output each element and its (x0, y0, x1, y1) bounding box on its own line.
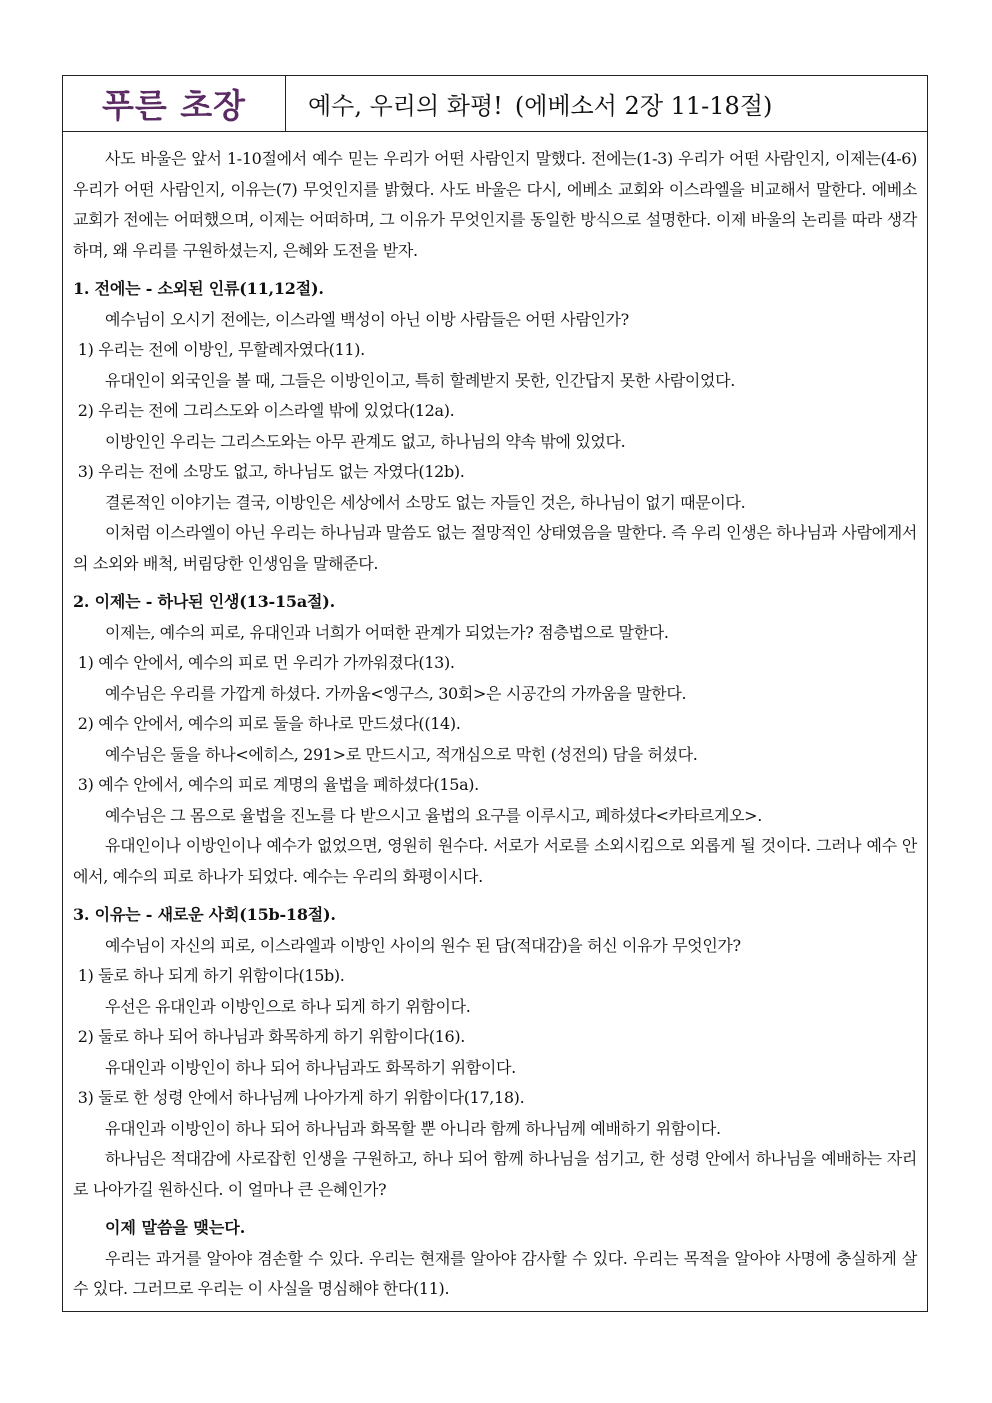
point-heading: 2) 우리는 전에 그리스도와 이스라엘 밖에 있었다(12a). (77, 401, 455, 420)
header (63, 76, 927, 132)
section-question: 예수님이 자신의 피로, 이스라엘과 이방인 사이의 원수 된 담(적대감)을 허신 이유가 무엇인가? (105, 935, 741, 955)
brand-title: 푸른 초장 (63, 76, 286, 131)
closing (73, 1213, 917, 1305)
point-heading: 3) 예수 안에서, 예수의 피로 계명의 율법을 폐하셨다(15a). (77, 775, 479, 794)
section-title: 2. 이제는 - 하나된 인생(13-15a절). (73, 592, 335, 611)
point-heading: 2) 둘로 하나 되어 하나님과 화목하게 하기 위함이다(16). (77, 1027, 465, 1046)
section-question: 예수님이 오시기 전에는, 이스라엘 백성이 아닌 이방 사람들은 어떤 사람인가? (105, 309, 629, 329)
point-detail: 예수님은 둘을 하나<에히스, 291>로 만드시고, 적개심으로 막힌 (성전의) 담을 허셨다. (105, 744, 698, 764)
point-heading: 1) 둘로 하나 되게 하기 위함이다(15b). (77, 966, 345, 985)
section-summary: 이처럼 이스라엘이 아닌 우리는 하나님과 말씀도 없는 절망적인 상태였음을 말한다. 즉 우리 인생은 하나님과 사람에게서의 소외와 배척, 버림당한 인생임을 말해준다. (73, 523, 917, 573)
point-heading: 3) 둘로 한 성령 안에서 하나님께 나아가게 하기 위함이다(17,18). (77, 1088, 525, 1107)
point-detail: 이방인인 우리는 그리스도와는 아무 관계도 없고, 하나님의 약속 밖에 있었다. (105, 431, 626, 451)
point-detail: 유대인이 외국인을 볼 때, 그들은 이방인이고, 특히 할례받지 못한, 인간답지 못한 사람이었다. (105, 370, 735, 390)
sermon-title: 예수, 우리의 화평! (308, 92, 503, 120)
closing-text: 우리는 과거를 알아야 겸손할 수 있다. 우리는 현재를 알아야 감사할 수 있다. 우리는 목적을 알아야 사명에 충실하게 살 수 있다. 그러므로 우리는 이 사실을 명심해야 한다(11). (73, 1248, 917, 1298)
document-frame (62, 75, 928, 1312)
point-detail: 예수님은 우리를 가깝게 하셨다. 가까움<엥구스, 30회>은 시공간의 가까움을 말한다. (105, 683, 687, 703)
section-summary: 유대인이나 이방인이나 예수가 없었으면, 영원히 원수다. 서로가 서로를 소외시킴으로 외롭게 될 것이다. 그러나 예수 안에서, 예수의 피로 하나가 되었다. 예수는 우리의 화평이시다. (73, 836, 917, 886)
section-3 (73, 900, 917, 1205)
point-detail: 우선은 유대인과 이방인으로 하나 되게 하기 위함이다. (105, 996, 471, 1016)
point-detail: 유대인과 이방인이 하나 되어 하나님과도 화목하기 위함이다. (105, 1057, 516, 1077)
point-heading: 1) 우리는 전에 이방인, 무할례자였다(11). (77, 340, 365, 359)
intro-paragraph: 사도 바울은 앞서 1-10절에서 예수 믿는 우리가 어떤 사람인지 말했다. 전에는(1-3) 우리가 어떤 사람인지, 이제는(4-6) 우리가 어떤 사람인지, 이유는(7) 무엇인지를 밝혔다. 사도 바울은 다시, 에베소 교회와 이스라엘을 비교해서 말한다. 에베소 교회가 전에는 어떠했으며, 이제는 어떠하며, 그 이유가 무엇인지를 동일한 방식으로 설명한다. 이제 바울의 논리를 따라 생각하며, 왜 우리를 구원하셨는지, 은혜와 도전을 받자. (73, 149, 917, 260)
point-detail: 결론적인 이야기는 결국, 이방인은 세상에서 소망도 없는 자들인 것은, 하나님이 없기 때문이다. (105, 492, 746, 512)
point-heading: 1) 예수 안에서, 예수의 피로 먼 우리가 가까워졌다(13). (77, 653, 455, 672)
section-title: 3. 이유는 - 새로운 사회(15b-18절). (73, 905, 336, 924)
section-1 (73, 274, 917, 579)
sermon-body (63, 132, 927, 1305)
point-detail: 유대인과 이방인이 하나 되어 하나님과 화목할 뿐 아니라 함께 하나님께 예배하기 위함이다. (105, 1118, 721, 1138)
point-detail: 예수님은 그 몸으로 율법을 진노를 다 받으시고 율법의 요구를 이루시고, 폐하셨다<카타르게오>. (105, 805, 762, 825)
section-2 (73, 587, 917, 892)
scripture-reference: (에베소서 2장 11-18절) (514, 92, 773, 120)
section-summary: 하나님은 적대감에 사로잡힌 인생을 구원하고, 하나 되어 함께 하나님을 섬기고, 한 성령 안에서 하나님을 예배하는 자리로 나아가길 원하신다. 이 얼마나 큰 은혜인가? (73, 1149, 917, 1199)
sermon-heading (286, 76, 927, 131)
point-heading: 2) 예수 안에서, 예수의 피로 둘을 하나로 만드셨다((14). (77, 714, 461, 733)
section-title: 1. 전에는 - 소외된 인류(11,12절). (73, 279, 324, 298)
section-question: 이제는, 예수의 피로, 유대인과 너희가 어떠한 관계가 되었는가? 점층법으로 말한다. (105, 622, 669, 642)
point-heading: 3) 우리는 전에 소망도 없고, 하나님도 없는 자였다(12b). (77, 462, 465, 481)
closing-title: 이제 말씀을 맺는다. (105, 1218, 246, 1237)
